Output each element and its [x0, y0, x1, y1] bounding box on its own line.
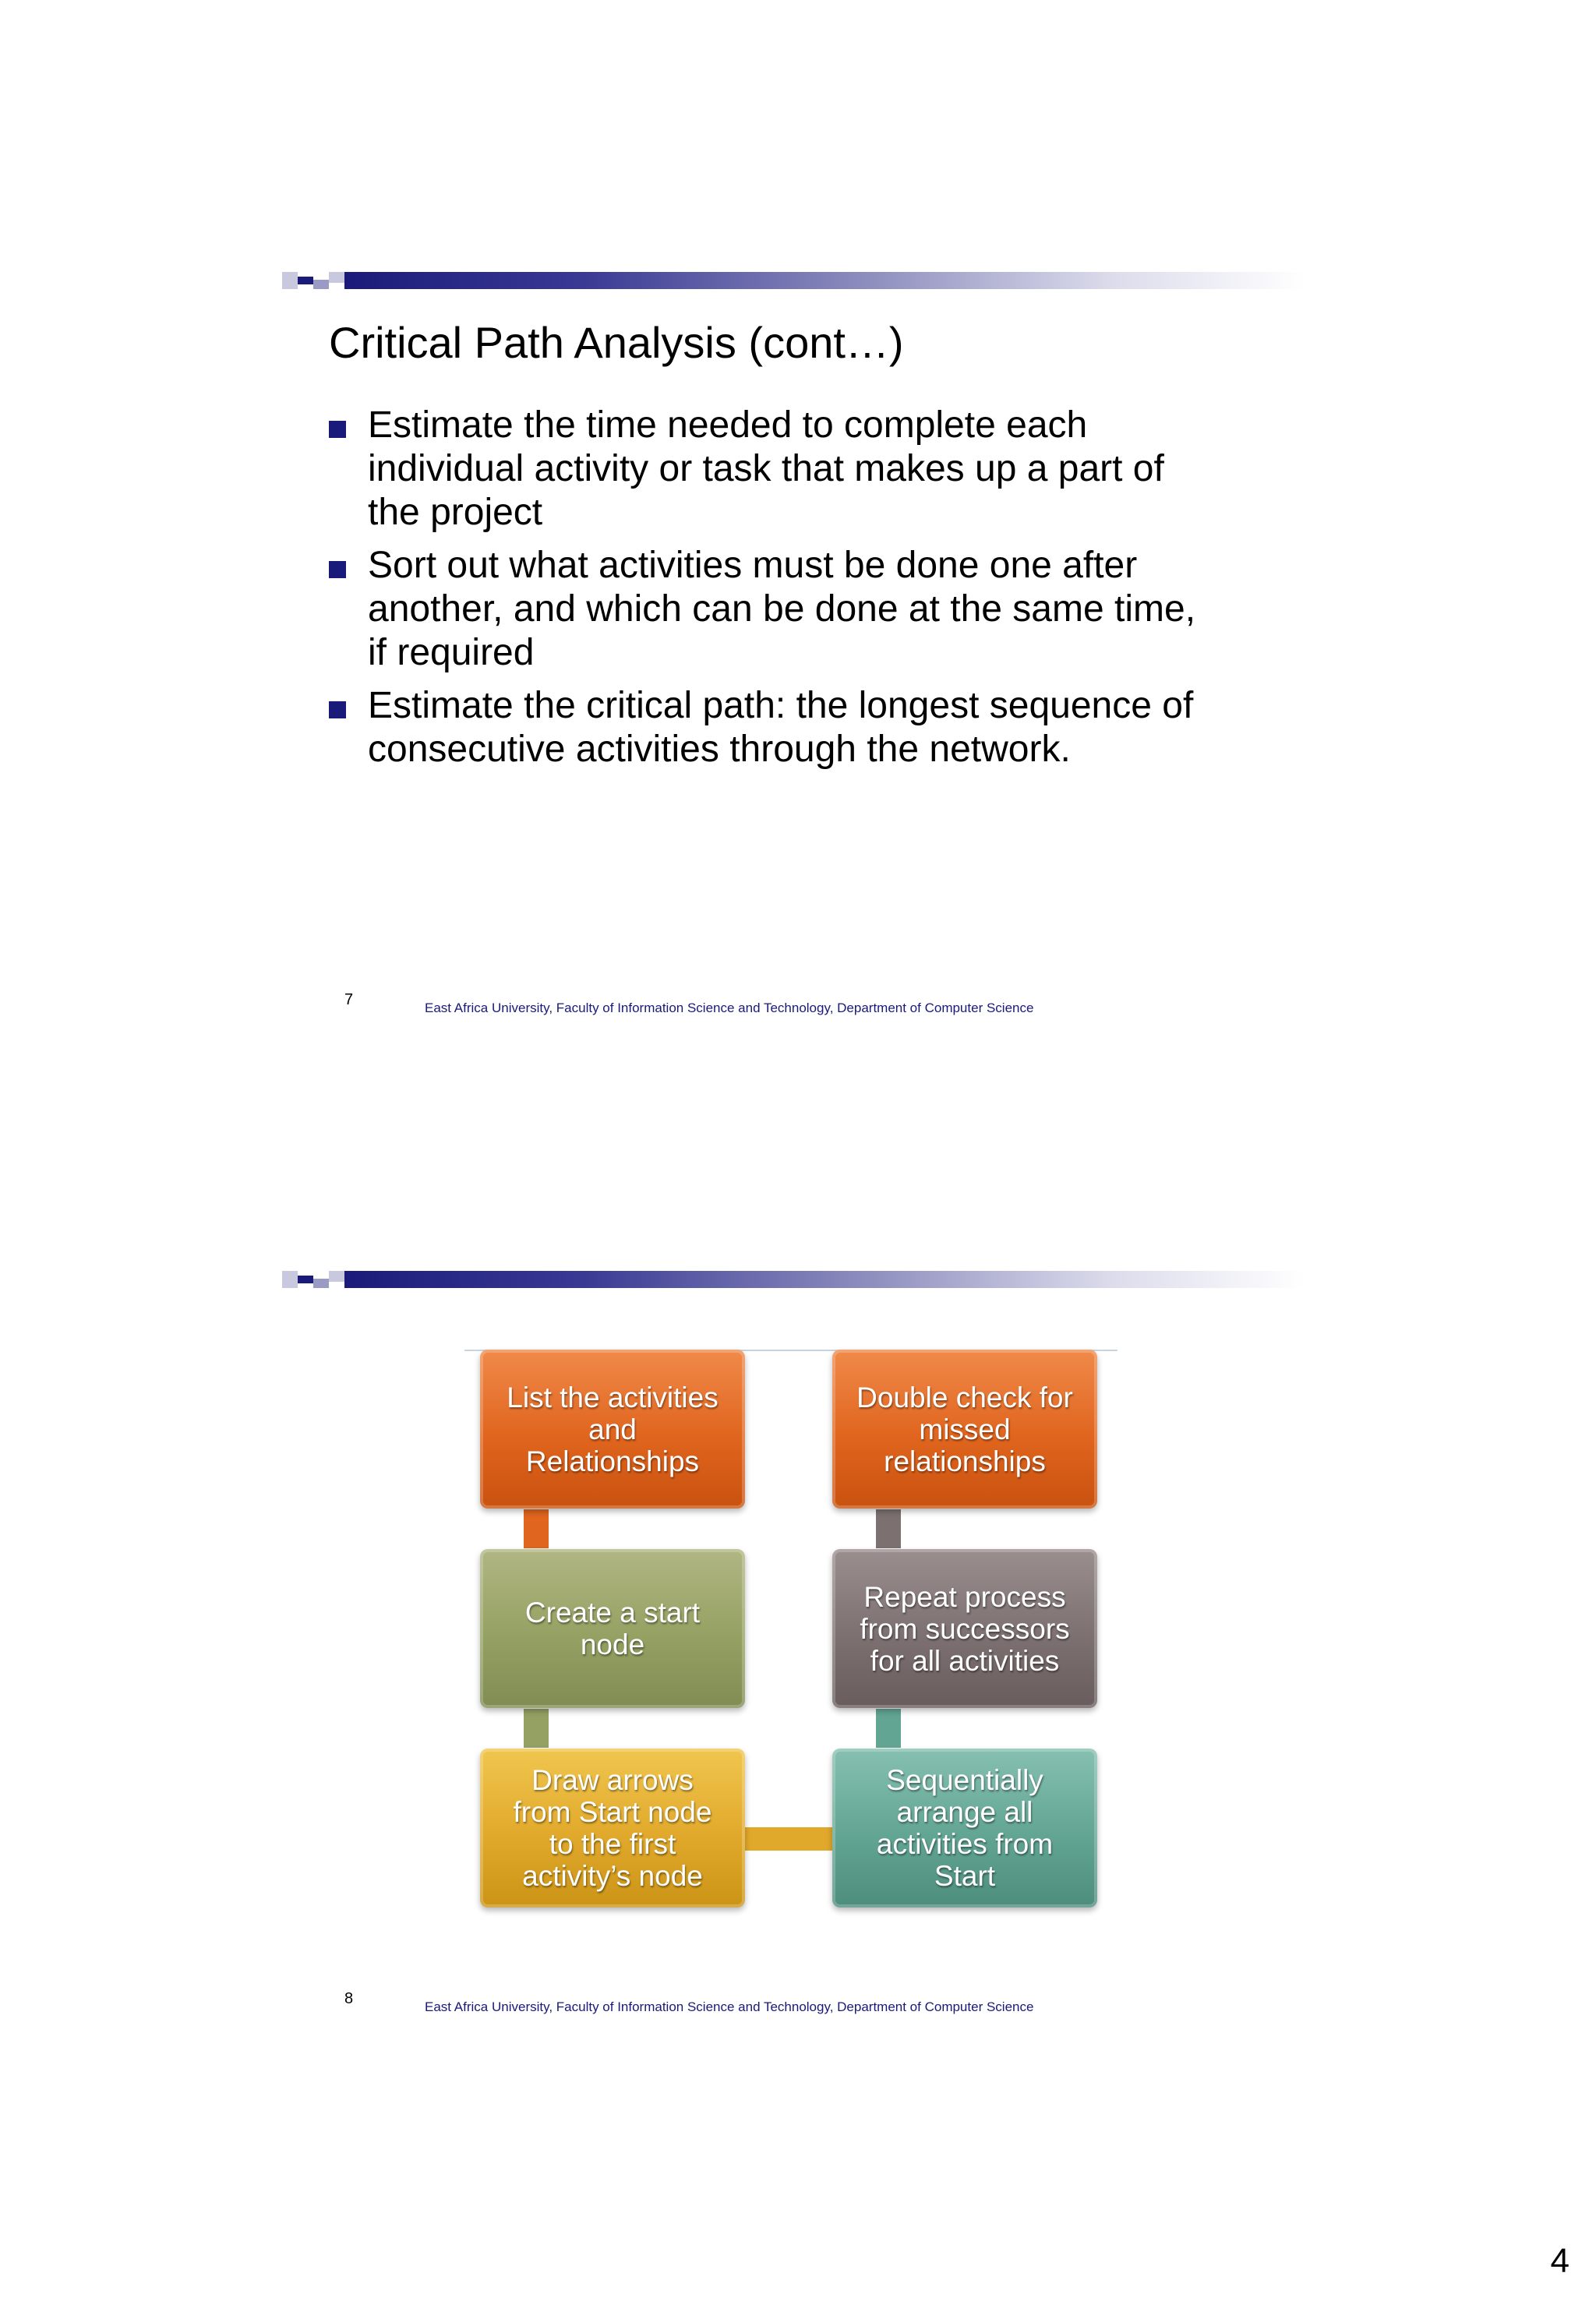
connector [876, 1509, 901, 1548]
connector [876, 1709, 901, 1748]
step-line: Double check for [856, 1381, 1073, 1413]
step-line: arrange all [896, 1796, 1033, 1828]
step-line: missed [919, 1413, 1011, 1445]
step-line: Create a start [524, 1597, 701, 1629]
square-bullet-icon [329, 561, 346, 578]
slide-7 [0, 0, 1596, 1075]
step-line: Start [934, 1860, 996, 1892]
slide-footer: East Africa University, Faculty of Information Science and Technology, Department of Computer Science [425, 1001, 1034, 1015]
step-box-create-start-node [480, 1549, 745, 1708]
step-box-repeat-process [832, 1549, 1097, 1708]
bullet-line: Estimate the time needed to complete each [368, 404, 1088, 446]
step-line: for all activities [870, 1644, 1060, 1677]
slide-title: Critical Path Analysis (cont…) [329, 318, 904, 367]
square-bullet-icon [329, 701, 346, 718]
step-line: Relationships [525, 1445, 700, 1477]
slide-number: 7 [344, 991, 354, 1008]
step-line: relationships [884, 1445, 1046, 1477]
process-diagram [464, 1350, 1118, 1967]
bullet-item [329, 684, 1287, 771]
step-line: to the first [549, 1828, 676, 1860]
header-bar [282, 272, 1305, 289]
bullet-line: another, and which can be done at the same time, [368, 588, 1196, 630]
slide-footer: East Africa University, Faculty of Information Science and Technology, Department of Computer Science [425, 1999, 1034, 2014]
step-line: node [580, 1629, 645, 1660]
connector [524, 1509, 549, 1548]
step-line: from Start node [513, 1796, 712, 1828]
bullet-line: individual activity or task that makes up a part of [368, 448, 1164, 489]
step-box-sequentially-arrange [832, 1749, 1097, 1908]
bullet-line: consecutive activities through the network. [368, 729, 1071, 770]
connector [524, 1709, 549, 1748]
square-bullet-icon [329, 421, 346, 438]
bullet-line: Sort out what activities must be done one after [368, 545, 1138, 586]
bullet-line: the project [368, 492, 543, 533]
slide-number: 8 [344, 1990, 354, 2007]
step-line: activities from [876, 1828, 1054, 1860]
bullet-line: if required [368, 632, 535, 673]
bullet-item [329, 404, 1287, 535]
bullet-line: Estimate the critical path: the longest sequence of [368, 685, 1194, 726]
step-line: and [588, 1413, 637, 1445]
step-line: activity’s node [522, 1860, 703, 1892]
page-number: 4 [1550, 2242, 1570, 2280]
connector [745, 1827, 839, 1851]
header-bar [282, 1271, 1305, 1288]
step-line: Draw arrows [531, 1764, 694, 1796]
step-box-list-activities [480, 1350, 745, 1509]
step-line: List the activities [507, 1381, 719, 1413]
bullet-item [329, 544, 1287, 675]
slide-8 [0, 1075, 1596, 2166]
step-box-double-check [832, 1350, 1097, 1509]
step-line: Sequentially [886, 1764, 1043, 1796]
step-line: Repeat process [863, 1580, 1066, 1613]
step-box-draw-arrows [480, 1749, 745, 1908]
step-line: from successors [860, 1612, 1070, 1645]
bullet-list [329, 404, 1287, 781]
